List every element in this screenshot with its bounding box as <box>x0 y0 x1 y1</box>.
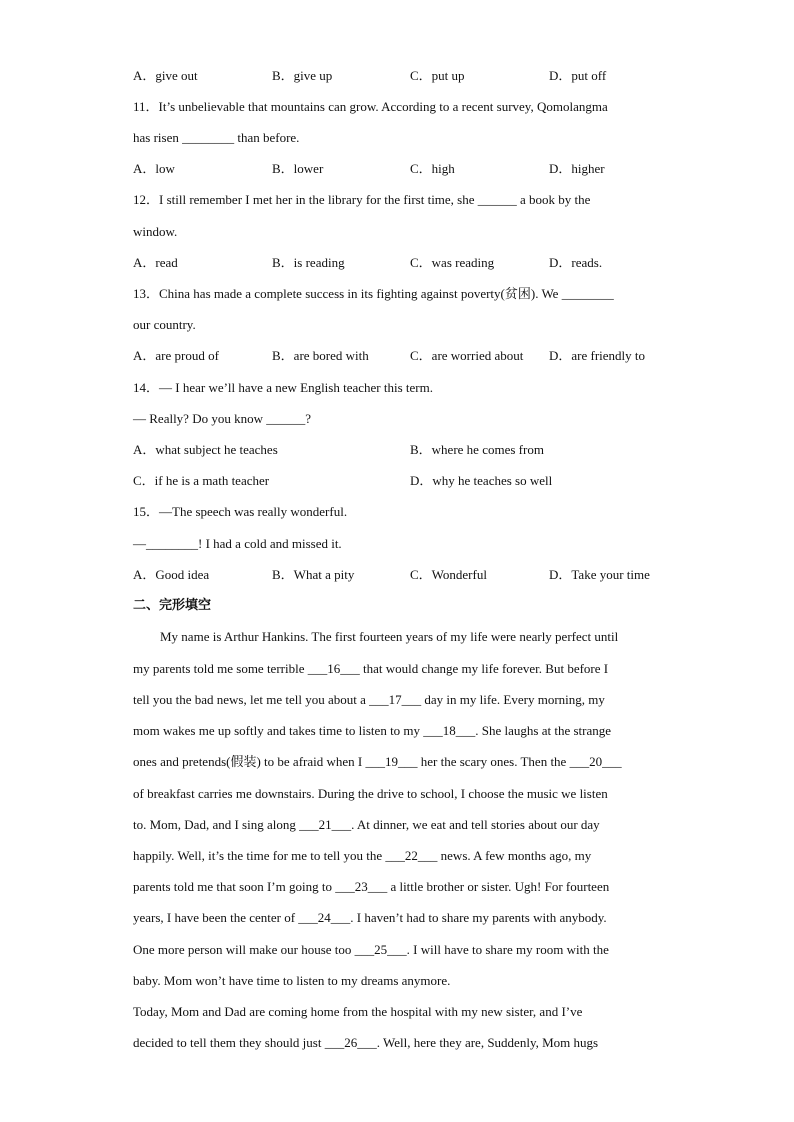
q12-option-a: A．read <box>133 255 178 270</box>
q10-option-c: C．put up <box>410 68 465 83</box>
q10-option-b: B．give up <box>272 68 333 83</box>
q15-option-a: A．Good idea <box>133 567 210 582</box>
passage-line: mom wakes me up softly and takes time to listen to my ___18___. She laughs at the strange <box>133 723 612 738</box>
passage-line: parents told me that soon I’m going to ___23___ a little brother or sister. Ugh! For fourteen <box>133 879 610 894</box>
q14-option-d: D．why he teaches so well <box>410 473 553 488</box>
passage-line: baby. Mom won’t have time to listen to my dreams anymore. <box>133 973 451 988</box>
q13-option-a: A．are proud of <box>133 348 219 363</box>
q13-option-c: C．are worried about <box>410 348 524 363</box>
q14-stem-line2: — Really? Do you know ______? <box>133 411 312 426</box>
q13-option-d: D．are friendly to <box>549 348 646 363</box>
q13-stem-line2: our country. <box>133 317 196 332</box>
q10-option-d: D．put off <box>549 68 607 83</box>
q11-option-a: A．low <box>133 161 175 176</box>
passage-line: ones and pretends(假装) to be afraid when I ___19___ her the scary ones. Then the ___20___ <box>133 754 622 769</box>
passage-line: decided to tell them they should just ___26___. Well, here they are, Suddenly, Mom hugs <box>133 1035 599 1050</box>
q14-option-a: A．what subject he teaches <box>133 442 278 457</box>
q10-option-a: A．give out <box>133 68 198 83</box>
section-heading-cloze: 二、完形填空 <box>133 598 212 613</box>
passage-line: My name is Arthur Hankins. The first fourteen years of my life were nearly perfect until <box>160 629 619 644</box>
passage-line: One more person will make our house too ___25___. I will have to share my room with the <box>133 942 609 957</box>
passage-line: tell you the bad news, let me tell you about a ___17___ day in my life. Every morning, my <box>133 692 605 707</box>
q12-option-d: D．reads. <box>549 255 603 270</box>
q11-stem-line2: has risen ________ than before. <box>133 130 300 145</box>
q12-option-c: C．was reading <box>410 255 495 270</box>
q12-option-b: B．is reading <box>272 255 345 270</box>
q14-option-b: B．where he comes from <box>410 442 544 457</box>
q15-option-b: B．What a pity <box>272 567 355 582</box>
passage-line: of breakfast carries me downstairs. During the drive to school, I choose the music we listen <box>133 786 608 801</box>
q11-stem-line1: 11．It’s unbelievable that mountains can grow. According to a recent survey, Qomolangma <box>133 99 608 114</box>
passage-line: happily. Well, it’s the time for me to tell you the ___22___ news. A few months ago, my <box>133 848 592 863</box>
q11-option-b: B．lower <box>272 161 324 176</box>
q12-stem-line1: 12．I still remember I met her in the library for the first time, she ______ a book by the <box>133 192 591 207</box>
passage-line: Today, Mom and Dad are coming home from the hospital with my new sister, and I’ve <box>133 1004 583 1019</box>
passage-line: my parents told me some terrible ___16___ that would change my life forever. But before I <box>133 661 609 676</box>
q15-stem-line2: —________! I had a cold and missed it. <box>133 536 342 551</box>
q11-option-d: D．higher <box>549 161 605 176</box>
q15-option-c: C．Wonderful <box>410 567 487 582</box>
q11-option-c: C．high <box>410 161 455 176</box>
passage-line: to. Mom, Dad, and I sing along ___21___. At dinner, we eat and tell stories about our day <box>133 817 600 832</box>
passage-line: years, I have been the center of ___24___. I haven’t had to share my parents with anybody. <box>133 910 607 925</box>
q14-option-c: C．if he is a math teacher <box>133 473 270 488</box>
q15-stem-line1: 15．—The speech was really wonderful. <box>133 504 348 519</box>
q12-stem-line2: window. <box>133 224 178 239</box>
q13-stem-line1: 13．China has made a complete success in its fighting against poverty(贫困). We ________ <box>133 286 614 301</box>
q15-option-d: D．Take your time <box>549 567 650 582</box>
q13-option-b: B．are bored with <box>272 348 369 363</box>
q14-stem-line1: 14．— I hear we’ll have a new English teacher this term. <box>133 380 433 395</box>
